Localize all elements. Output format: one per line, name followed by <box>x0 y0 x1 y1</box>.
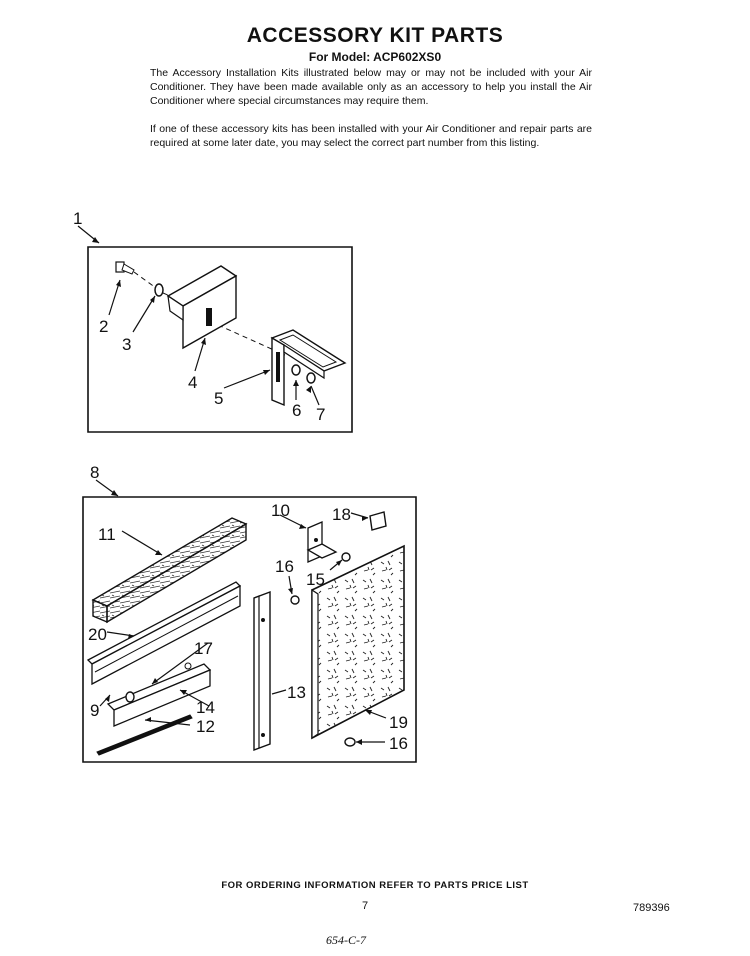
callout-20: 20 <box>88 625 107 644</box>
callout-16-lower: 16 <box>389 734 408 753</box>
callout-7: 7 <box>316 405 326 424</box>
rod-part <box>97 715 192 755</box>
small-bracket-part <box>308 522 336 562</box>
model-subtitle: For Model: ACP602XS0 <box>308 50 442 64</box>
document-number: 789396 <box>633 902 670 914</box>
callout-16-upper: 16 <box>275 557 294 576</box>
diagram-2-filler-panel-kit <box>83 463 416 762</box>
mounting-bracket-part <box>272 330 345 405</box>
callout-2: 2 <box>99 317 109 336</box>
callout-3: 3 <box>122 335 132 354</box>
callout-17: 17 <box>194 639 213 658</box>
channel-bracket-part <box>108 663 210 726</box>
ordering-info-footer: FOR ORDERING INFORMATION REFER TO PARTS PRICE LIST <box>221 880 529 891</box>
callout-6: 6 <box>292 401 302 420</box>
washer-part <box>155 284 163 296</box>
nut-part <box>292 365 300 375</box>
callout-4: 4 <box>188 373 198 392</box>
callout-1: 1 <box>73 209 83 228</box>
callout-14: 14 <box>196 698 215 717</box>
page-title: ACCESSORY KIT PARTS <box>246 24 504 47</box>
intro-paragraph-1: The Accessory Installation Kits illustrated below may or may not be included with your Air Conditioner. They have been made available only as an accessory to help you install the Air Conditioner where special circumstances may require them. <box>150 67 592 107</box>
cover-bracket-part <box>168 266 236 348</box>
screw-part <box>116 262 134 274</box>
callout-19: 19 <box>389 713 408 732</box>
callout-8: 8 <box>90 463 100 482</box>
callout-10: 10 <box>271 501 290 520</box>
intro-paragraph-2: If one of these accessory kits has been installed with your Air Conditioner and repair parts are required at some later date, you may select the correct part number from this listing. <box>150 123 592 149</box>
nut-part <box>307 373 315 383</box>
callout-5: 5 <box>214 389 224 408</box>
handwritten-code: 654-C-7 <box>326 933 366 947</box>
callout-9: 9 <box>90 701 100 720</box>
vertical-channel-part <box>254 592 270 750</box>
page-number: 7 <box>362 900 369 912</box>
filler-panel-part <box>312 546 404 738</box>
callout-11: 11 <box>98 525 116 544</box>
callout-15: 15 <box>306 570 325 589</box>
clip-part <box>370 512 386 530</box>
callout-12: 12 <box>196 717 215 736</box>
diagram-1-window-bracket-kit <box>73 209 352 432</box>
callout-18: 18 <box>332 505 351 524</box>
callout-13: 13 <box>287 683 306 702</box>
